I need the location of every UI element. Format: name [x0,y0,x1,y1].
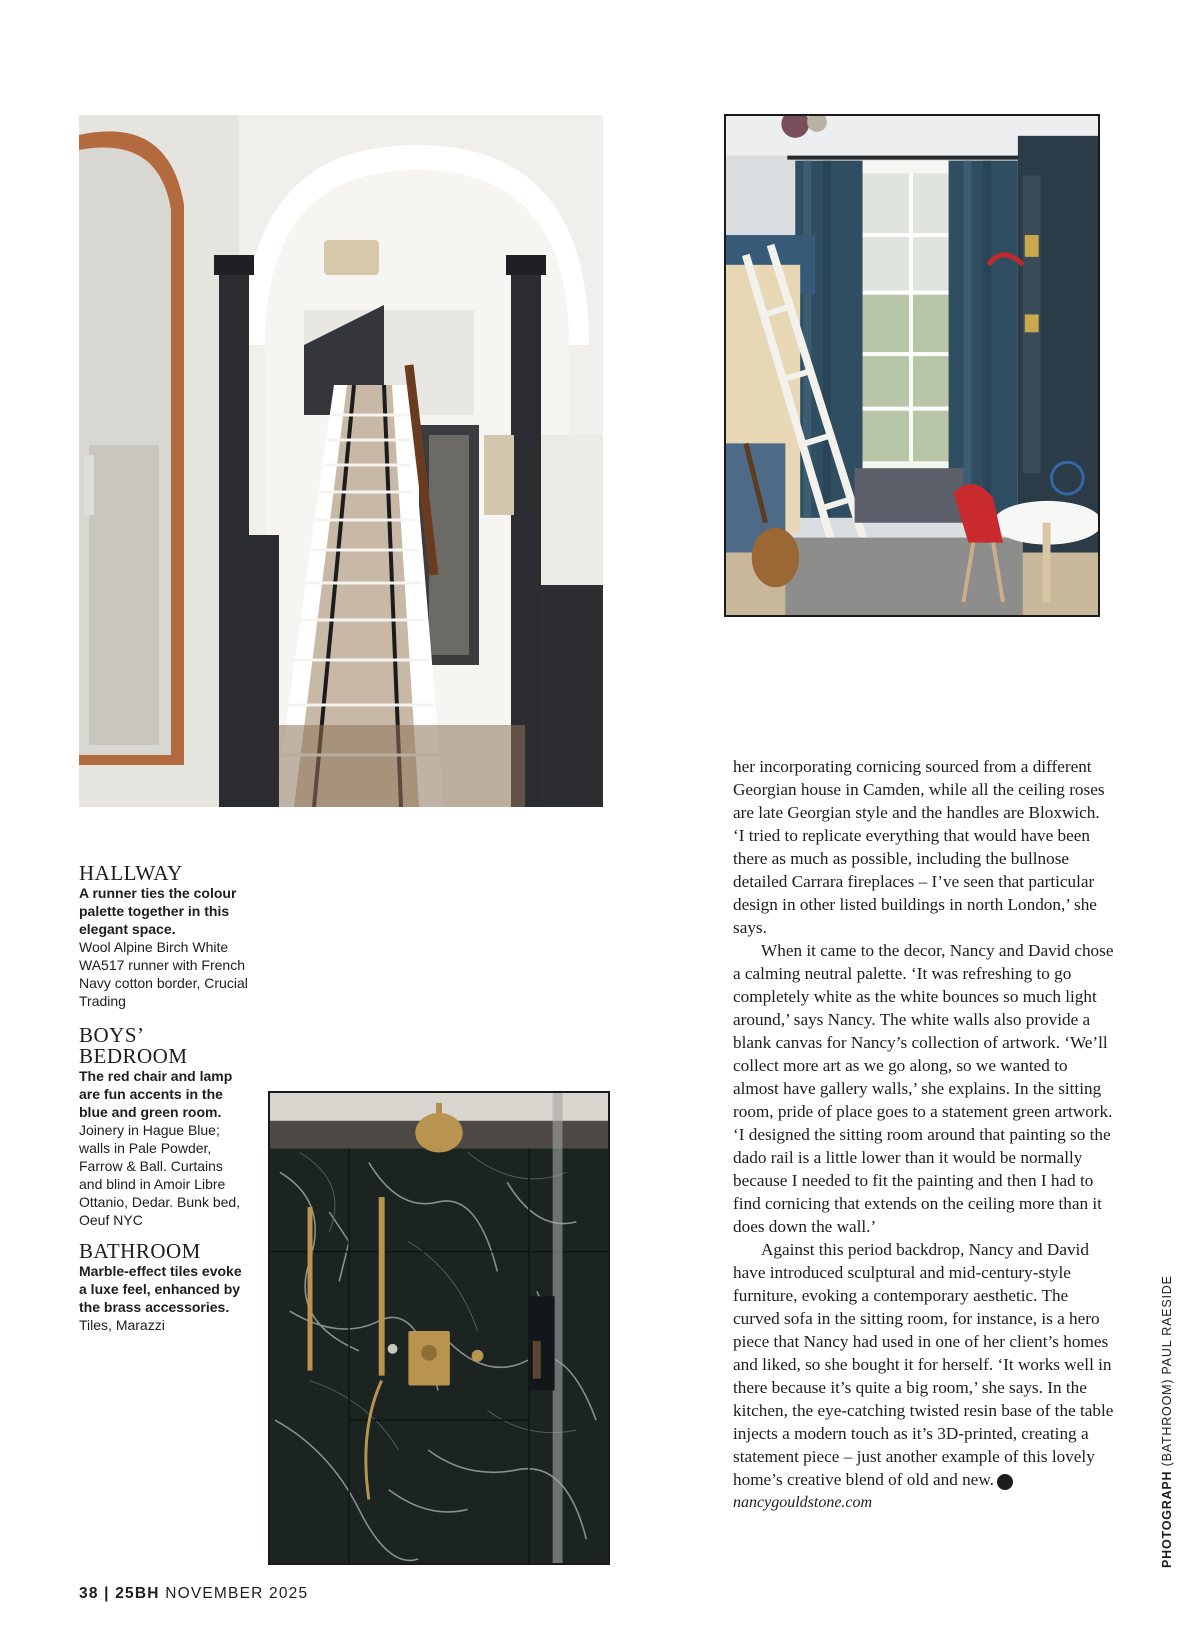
page-folio [79,1585,308,1603]
caption-hallway [79,863,249,1010]
bedroom-photo [724,114,1100,617]
caption-bathroom [79,1241,249,1334]
caption-heading: BOYS’ BEDROOM [79,1023,188,1068]
magazine-name: 25BH [115,1585,160,1602]
issue-date: NOVEMBER 2025 [165,1585,309,1602]
article-body [733,755,1115,1514]
caption-summary: Marble-effect tiles evoke a luxe feel, enhanced by the brass accessories. [79,1263,242,1315]
caption-heading: BATHROOM [79,1239,201,1263]
caption-heading: HALLWAY [79,861,183,885]
caption-details: Tiles, Marazzi [79,1317,165,1333]
article-paragraph: When it came to the decor, Nancy and David chose a calming neutral palette. ‘It was refreshing to go completely white as the white bounces so much light around,’ says Nancy. The white walls also provide a blank canvas for Nancy’s collection of artwork. ‘We’ll collect more art as we go along, so we wanted to almost have gallery walls,’ she explains. In the sitting room, pride of place goes to a statement green artwork. ‘I designed the sitting room around that painting so the dado rail is a little lower than it would be normally because I needed to fit the painting and then I had to find cornicing that extends on the ceiling more than it does down the wall.’ [733,941,1114,1236]
credit-detail: (BATHROOM) PAUL RAESIDE [1160,1275,1174,1467]
end-mark-icon: 25 [997,1474,1013,1490]
hallway-photo [79,115,603,807]
credit-label: PHOTOGRAPH [1160,1470,1174,1568]
article-paragraph-text: Against this period backdrop, Nancy and David have introduced sculptural and mid-century-style furniture, evoking a contemporary aesthetic. The curved sofa in the sitting room, for instance, is a hero piece that Nancy had used in one of her client’s homes and liked, so she bought it for herself. ‘It works well in there because it’s quite a big room,’ she says. In the kitchen, the eye-catching twisted resin base of the table injects a modern touch as it’s 3D-printed, creating a statement piece – just another example of this lovely home’s creative blend of old and new. [733,1240,1114,1489]
folio-separator: | [104,1585,110,1602]
caption-details: Joinery in Hague Blue; walls in Pale Powder, Farrow & Ball. Curtains and blind in Amoir Libre Ottanio, Dedar. Bunk bed, Oeuf NYC [79,1122,241,1228]
caption-boys-bedroom [79,1025,249,1229]
caption-summary: The red chair and lamp are fun accents in the blue and green room. [79,1068,233,1120]
photo-credit [1160,1275,1174,1568]
website-link[interactable]: nancygouldstone.com [733,1494,873,1511]
bathroom-photo [268,1091,610,1565]
caption-summary: A runner ties the colour palette together in this elegant space. [79,885,237,937]
article-paragraph [733,1238,1115,1491]
page-number: 38 [79,1585,99,1602]
article-paragraph: her incorporating cornicing sourced from a different Georgian house in Camden, while all the ceiling roses are late Georgian style and the handles are Bloxwich. ‘I tried to replicate everything that would have been there as much as possible, including the bullnose detailed Carrara fireplaces – I’ve seen that particular design in other listed buildings in north London,’ she says. [733,757,1105,937]
caption-details: Wool Alpine Birch White WA517 runner with French Navy cotton border, Crucial Trading [79,939,248,1009]
